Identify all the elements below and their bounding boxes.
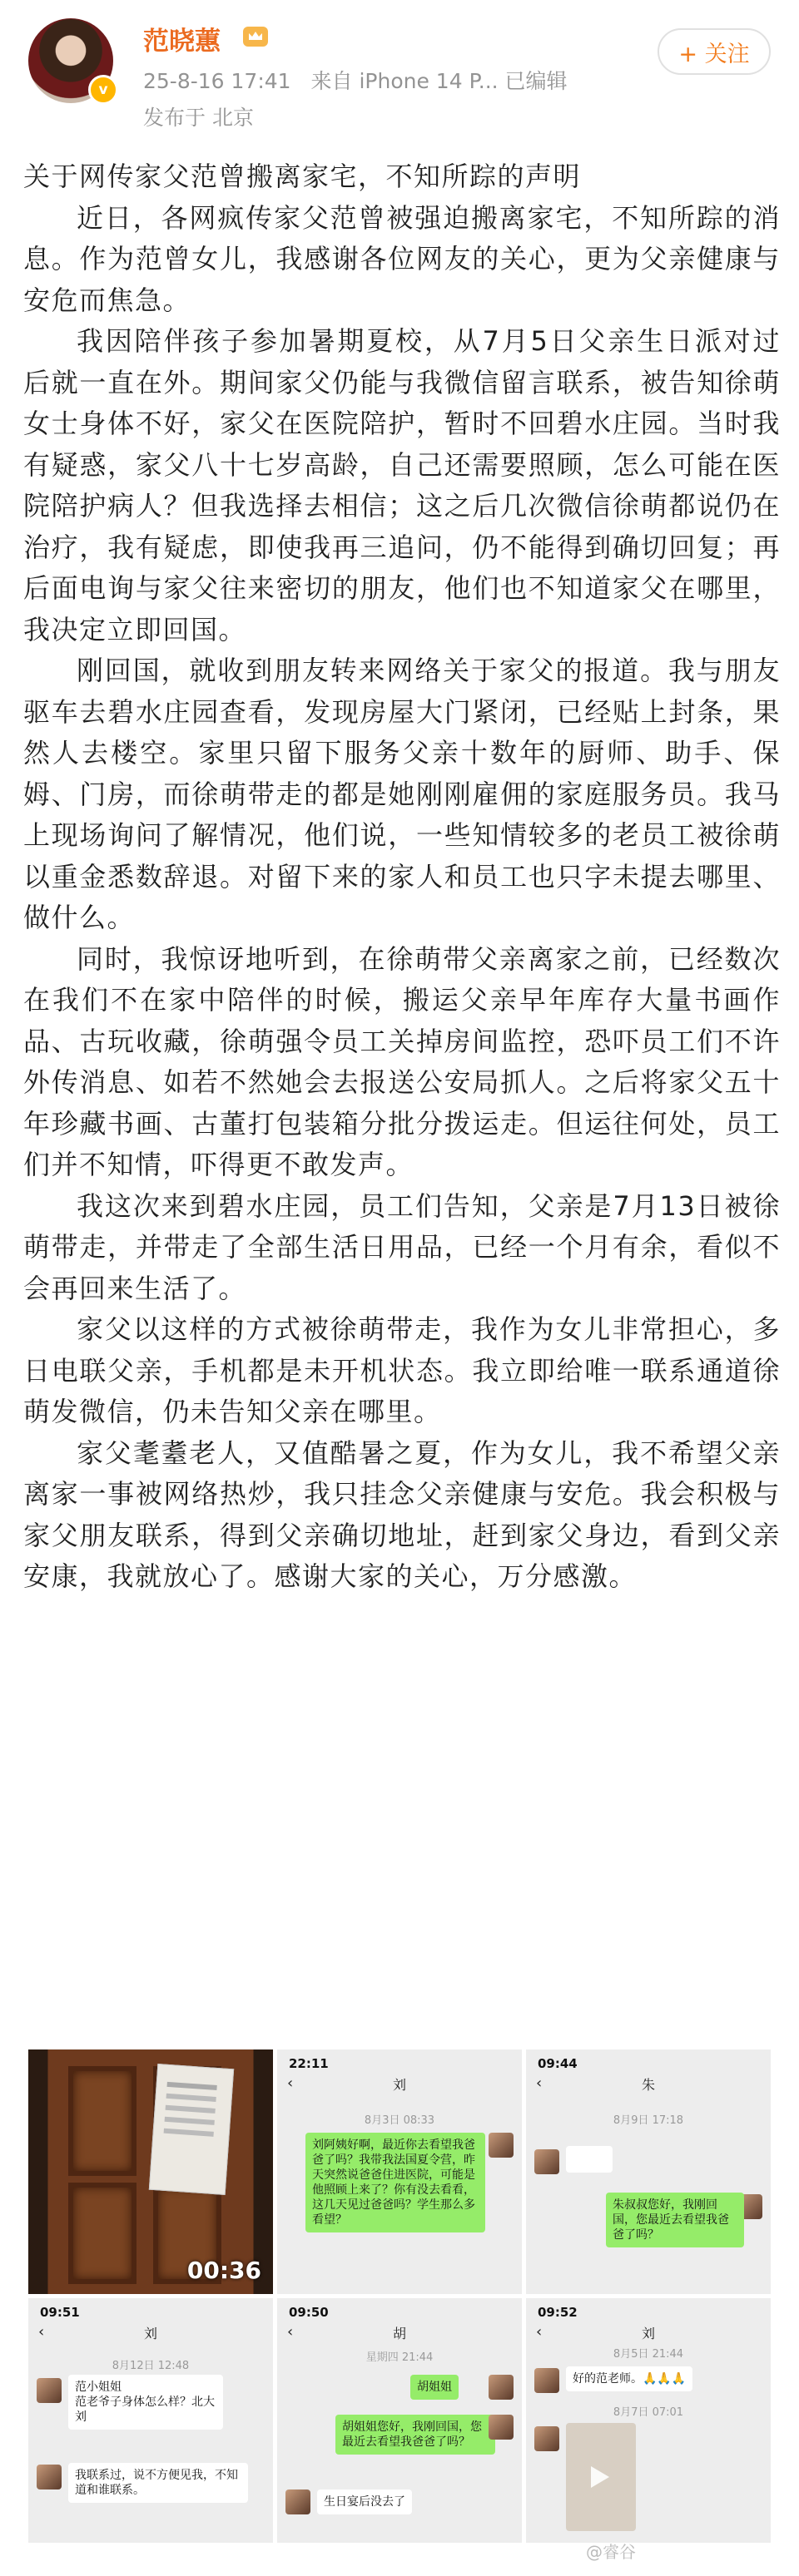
avatar <box>37 2465 62 2489</box>
chat-bubble: 朱叔叔您好，我刚回国，您最近去看望我爸爸了吗？ <box>606 2193 744 2247</box>
chat-timestamp: 星期四 21:44 <box>365 2351 434 2364</box>
verified-badge-icon: v <box>88 75 118 105</box>
chat-timestamp: 8月3日 08:33 <box>364 2114 435 2127</box>
chat-screenshot[interactable] <box>526 2049 771 2294</box>
post-paragraph: 家父耄耋老人，又值酷暑之夏，作为女儿，我不希望父亲离家一事被网络热炒，我只挂念父亲健康与安危。我会积极与家父朋友联系，得到父亲确切地址，赶到家父身边，看到父亲安康，我就放心了。感谢大家的关心，万分感激。 <box>23 1436 781 1592</box>
follow-button[interactable]: + 关注 <box>658 28 771 75</box>
post-location: 发布于 北京 <box>143 106 254 130</box>
play-icon <box>591 2466 609 2488</box>
back-icon: ‹ <box>38 2323 45 2341</box>
status-time: 09:50 <box>289 2305 329 2320</box>
watermark: @睿谷 <box>586 2542 636 2562</box>
chat-bubble: 我联系过，说不方便见我，不知道和谁联系。 <box>68 2463 248 2503</box>
chat-contact: 刘 <box>641 2326 655 2341</box>
back-icon: ‹ <box>287 2323 294 2341</box>
post-paragraph: 同时，我惊讶地听到，在徐萌带父亲离家之前，已经数次在我们不在家中陪伴的时候，搬运父亲早年库存大量书画作品、古玩收藏，徐萌强令员工关掉房间监控，恐吓员工们不许外传消息、如若不然她会去报送公安局抓人。之后将家父五十年珍藏书画、古董打包装箱分批分拨运走。但运往何处，员工们并不知情，吓得更不敢发声。 <box>23 942 781 1180</box>
chat-bubble: 好的范老师。🙏🙏🙏 <box>566 2366 692 2391</box>
post-header <box>0 0 799 158</box>
back-icon: ‹ <box>287 2074 294 2092</box>
post-paragraph: 刚回国，就收到朋友转来网络关于家父的报道。我与朋友驱车去碧水庄园查看，发现房屋大门紧闭，已经贴上封条，果然人去楼空。家里只留下服务父亲十数年的厨师、助手、保姆、门房，而徐萌带走的都是她刚刚雇佣的家庭服务员。我马上现场询问了解情况，他们说，一些知情较多的老员工被徐萌以重金悉数辞退。对留下来的家人和员工也只字未提去哪里、做什么。 <box>23 655 781 933</box>
avatar <box>37 2378 62 2403</box>
chat-contact: 朱 <box>641 2077 655 2093</box>
edited-label[interactable]: 已编辑 <box>504 69 568 93</box>
avatar <box>489 2375 514 2400</box>
chat-screenshot[interactable] <box>526 2298 771 2543</box>
chat-timestamp: 8月9日 17:18 <box>613 2114 684 2127</box>
chat-bubble: 胡姐姐您好，我刚回国，您最近去看望我爸爸了吗？ <box>335 2415 495 2455</box>
post-timestamp: 25-8-16 17:41 <box>143 69 291 93</box>
chat-bubble: 胡姐姐 <box>410 2375 459 2400</box>
chat-contact: 刘 <box>143 2326 157 2341</box>
avatar <box>489 2415 514 2440</box>
status-time: 09:51 <box>40 2305 80 2320</box>
avatar <box>285 2489 310 2514</box>
user-name[interactable]: 范晓蕙 <box>143 27 221 57</box>
status-time: 22:11 <box>289 2056 329 2071</box>
post-paragraph: 我这次来到碧水庄园，员工们告知，父亲是7月13日被徐萌带走，并带走了全部生活日用品，已经一个月有余，看似不会再回来生活了。 <box>23 1189 781 1304</box>
chat-contact: 胡 <box>392 2326 406 2341</box>
post-body <box>23 156 781 1598</box>
chat-bubble: 生日宴后没去了 <box>317 2489 412 2514</box>
video-message[interactable] <box>566 2423 636 2531</box>
back-icon: ‹ <box>536 2323 543 2341</box>
chat-bubble <box>566 2146 613 2173</box>
chat-bubble: 范小姐姐 范老爷子身体怎么样？北大刘 <box>68 2375 223 2430</box>
chat-screenshot[interactable] <box>277 2049 522 2294</box>
post-paragraph: 近日，各网疯传家父范曾被强迫搬离家宅，不知所踪的消息。作为范曾女儿，我感谢各位网友的关心，更为父亲健康与安危而焦急。 <box>23 201 781 316</box>
post-title: 关于网传家父范曾搬离家宅，不知所踪的声明 <box>23 161 582 192</box>
chat-timestamp: 8月12日 12:48 <box>112 2360 190 2372</box>
chat-screenshot[interactable] <box>28 2298 273 2543</box>
back-icon: ‹ <box>536 2074 543 2092</box>
chat-screenshot[interactable] <box>277 2298 522 2543</box>
chat-timestamp: 8月7日 07:01 <box>613 2406 684 2419</box>
avatar <box>534 2149 559 2174</box>
video-thumbnail[interactable] <box>28 2049 273 2294</box>
post-paragraph: 我因陪伴孩子参加暑期夏校，从7月5日父亲生日派对过后就一直在外。期间家父仍能与我微信留言联系，被告知徐萌女士身体不好，家父在医院陪护，暂时不回碧水庄园。当时我有疑惑，家父八十七岁高龄，自己还需要照顾，怎么可能在医院陪护病人？但我选择去相信；这之后几次微信徐萌都说仍在治疗，我有疑虑，即使我再三追问，仍不能得到确切回复；再后面电询与家父往来密切的朋友，他们也不知道家父在哪里，我决定立即回国。 <box>23 325 781 645</box>
avatar <box>534 2368 559 2393</box>
avatar <box>534 2426 559 2451</box>
chat-bubble: 刘阿姨好啊，最近你去看望我爸爸了吗？我带我法国夏令营，昨天突然说爸爸住进医院，可能是他照顾上来了？你有没去看看，这几天见过爸爸吗？学生那么多看望？ <box>305 2133 485 2232</box>
image-grid <box>28 2049 771 2543</box>
video-duration: 00:36 <box>186 2257 261 2284</box>
seal-paper <box>149 2064 234 2195</box>
chat-timestamp: 8月5日 21:44 <box>613 2348 684 2361</box>
post-source: 来自 iPhone 14 P... <box>310 69 499 93</box>
crown-icon <box>241 23 270 48</box>
avatar <box>489 2133 514 2158</box>
status-time: 09:44 <box>538 2056 578 2071</box>
post-meta <box>143 65 568 95</box>
chat-contact: 刘 <box>392 2077 406 2093</box>
post-paragraph: 家父以这样的方式被徐萌带走，我作为女儿非常担心，多日电联父亲，手机都是未开机状态。我立即给唯一联系通道徐萌发微信，仍未告知父亲在哪里。 <box>23 1313 781 1427</box>
status-time: 09:52 <box>538 2305 578 2320</box>
